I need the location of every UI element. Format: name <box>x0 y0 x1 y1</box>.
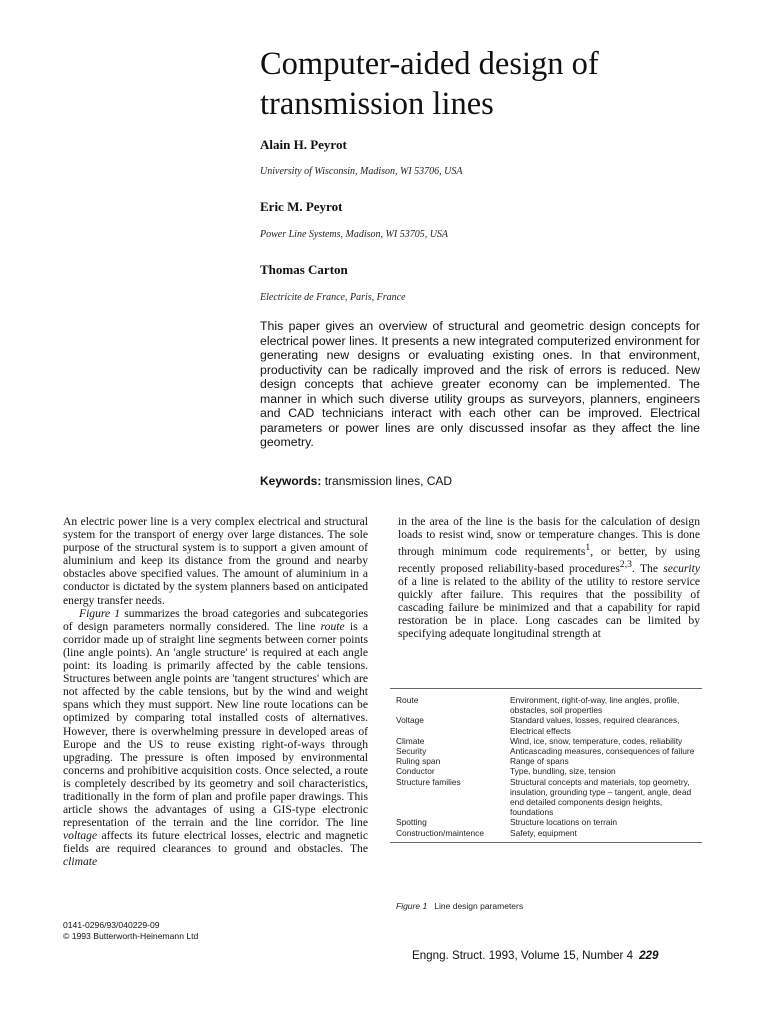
param-desc: Structural concepts and materials, top geometry, insulation, grounding type – tangent, angle, dead end detailed components design heights, foundations <box>510 776 692 818</box>
param-name: Conductor <box>396 766 435 777</box>
author-name: Alain H. Peyrot <box>260 137 347 152</box>
param-desc: Environment, right-of-way, line angles, profile, obstacles, soil properties <box>510 695 680 716</box>
figure-ref: Figure 1 <box>79 606 121 620</box>
param-name: Voltage <box>396 715 424 726</box>
figure-table <box>390 688 702 843</box>
figure-caption-text: Line design parameters <box>434 901 524 911</box>
journal-footer <box>412 949 658 962</box>
param-desc: Wind, ice, snow, temperature, codes, reliability <box>510 735 683 746</box>
table-row <box>390 756 702 766</box>
paper-title <box>260 44 730 124</box>
title-line-2: transmission lines <box>260 86 494 122</box>
body-text: . The <box>631 562 664 575</box>
author-name: Eric M. Peyrot <box>260 199 343 214</box>
author-affiliation: Electricite de France, Paris, France <box>260 292 406 303</box>
param-desc: Safety, equipment <box>510 827 577 838</box>
body-paragraph <box>398 515 700 641</box>
body-text: , or better, by using recently proposed reliability-based procedures <box>398 545 700 575</box>
author-affiliation: University of Wisconsin, Madison, WI 53706, USA <box>260 166 463 177</box>
param-name: Route <box>396 695 419 705</box>
emphasis-security: security <box>663 562 700 575</box>
figure-caption-label: Figure 1 <box>396 901 428 911</box>
copyright: © 1993 Butterworth-Heinemann Ltd <box>63 931 199 941</box>
author-affiliation: Power Line Systems, Madison, WI 53705, USA <box>260 229 449 240</box>
param-name: Climate <box>396 735 425 746</box>
table-row <box>390 777 702 818</box>
table-row <box>390 695 702 715</box>
author-name: Thomas Carton <box>260 262 348 277</box>
table-row <box>390 766 702 776</box>
body-text: of a line is related to the ability of the utility to restore service quickly after failure. This requires that the possibility of cascading failure be minimized and that a capability for rapid restoration be in place. Long cascades can be limited by specifying adequate longitudinal strength at <box>398 575 700 641</box>
keywords-label: Keywords: <box>260 474 322 488</box>
body-left-column <box>63 515 368 869</box>
emphasis-route: route <box>320 619 345 633</box>
param-name: Structure families <box>396 776 461 787</box>
emphasis-voltage: voltage <box>63 829 98 843</box>
param-desc: Type, bundling, size, tension <box>510 766 616 777</box>
body-text: affects its future electrical losses, electric and magnetic fields are required clearances to ground and obstacles. The <box>63 829 368 856</box>
table-row <box>390 817 702 827</box>
table-rule-bottom <box>390 842 702 843</box>
emphasis-climate: climate <box>63 855 98 869</box>
body-paragraph <box>63 607 368 869</box>
figure-caption <box>396 901 523 911</box>
param-name: Spotting <box>396 817 427 828</box>
citation: 2,3 <box>619 559 632 571</box>
page-number: 229 <box>639 949 659 962</box>
table-row <box>390 715 702 735</box>
body-paragraph: An electric power line is a very complex electrical and structural system for the transport of energy over large distances. The sole purpose of the structural system is to support a given amount of aluminium and keep its distance from the ground and nearby obstacles above specified values. The amount of aluminium in a conductor is dictated by the system planners based on anticipated energy transfer needs. <box>63 515 368 607</box>
param-name: Construction/maintence <box>396 827 484 838</box>
article-code: 0141-0296/93/040229-09 <box>63 920 160 930</box>
table-row <box>390 736 702 746</box>
keywords-text: transmission lines, CAD <box>324 474 453 488</box>
publication-info <box>63 920 198 942</box>
citation: 1 <box>585 542 591 554</box>
param-name: Security <box>396 746 427 757</box>
body-text: summarizes the broad categories and subcategories of design parameters normally considered. The line <box>63 606 368 633</box>
table-rule-top <box>390 688 702 689</box>
param-desc: Structure locations on terrain <box>510 817 618 828</box>
body-right-column <box>398 515 700 641</box>
table-row <box>390 746 702 756</box>
body-text: is a corridor made up of straight line segments between corner points (line angle points). An 'angle structure' is required at each angle point: its loading is primarily affected by the cable tensions. Structures between angle points are 'tangent structures' which are not affected by the cable tensions, but by the wind and weight spans which they must support. New line route locations can be optimized by comparing total installed costs of alternatives. However, there is overwhelming pressure in developed areas of Europe and the US to reuse existing right-of-ways through upgrading. The pressure is often imposed by environmental concerns and prohibitive acquisition costs. Once selected, a route is completely described by its geometry and soil characteristics, traditionally in the form of plan and profile paper drawings. This article shows the advantages of using a GIS-type electronic representation of the terrain and the line corridor. The line <box>63 619 368 830</box>
param-desc: Anticascading measures, consequences of failure <box>510 746 695 757</box>
journal-citation: Engng. Struct. 1993, Volume 15, Number 4 <box>412 949 634 962</box>
abstract: This paper gives an overview of structural and geometric design concepts for electrical power lines. It presents a new integrated computerized environment for generating new designs or evaluating existing ones. In that environment, productivity can be radically improved and the risk of errors is reduced. New design concepts that achieve greater economy can be implemented. The manner in which such diverse utility groups as surveyors, planners, engineers and CAD technicians interact with each other can be improved. Electrical parameters or power lines are only discussed insofar as they affect the line geometry. <box>260 319 700 449</box>
param-name: Ruling span <box>396 756 441 767</box>
title-line-1: Computer-aided design of <box>260 46 599 82</box>
body-text: in the area of the line is the basis for the calculation of design loads to resist wind, snow or temperature changes. This is done through minimum code requirements <box>398 515 700 559</box>
param-desc: Standard values, losses, required clearances, Electrical effects <box>510 715 680 736</box>
param-desc: Range of spans <box>510 756 569 767</box>
keywords <box>260 474 700 488</box>
table-row <box>390 828 702 838</box>
